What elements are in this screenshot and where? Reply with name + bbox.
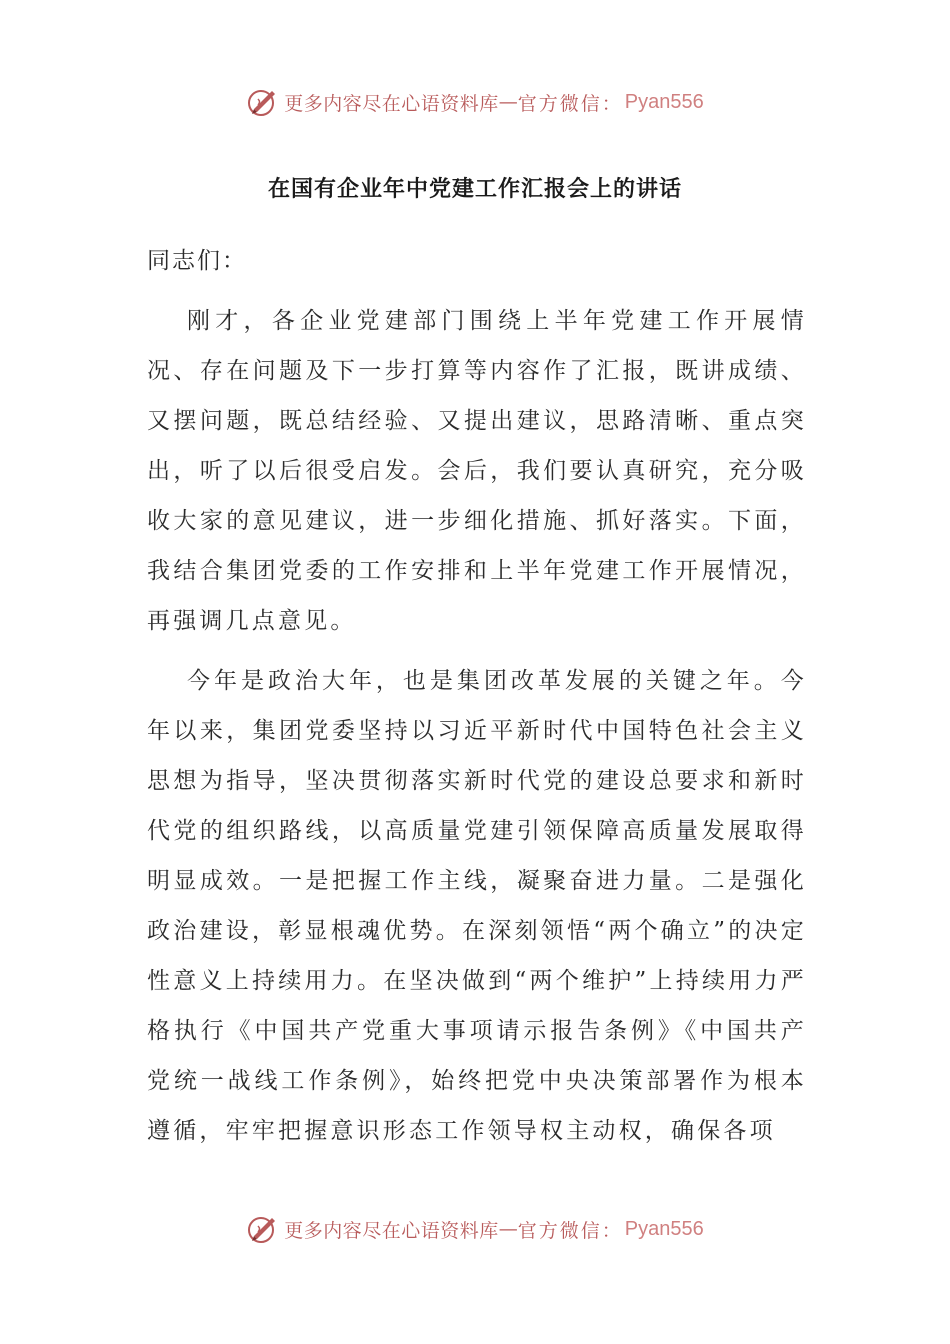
watermark-text: 更多内容尽在心语资料库 — [284, 1219, 499, 1242]
salutation: 同志们： — [147, 248, 247, 274]
watermark-wechat-label: 官方微信： — [517, 1219, 623, 1242]
watermark-text: 更多内容尽在心语资料库 — [284, 92, 499, 115]
watermark-separator: — — [498, 91, 518, 113]
watermark-wechat-id: Pyan556 — [624, 90, 704, 113]
watermark-wechat-label: 官方微信： — [517, 92, 623, 115]
footer-watermark — [0, 1209, 950, 1249]
watermark-wechat-id: Pyan556 — [624, 1217, 704, 1240]
document-title: 在国有企业年中党建工作汇报会上的讲话 — [267, 177, 682, 202]
pen-logo-icon — [246, 85, 280, 119]
pen-logo-icon — [246, 1212, 280, 1246]
document-body — [147, 236, 807, 1166]
watermark-separator: — — [498, 1218, 518, 1240]
paragraph-2: 今年是政治大年，也是集团改革发展的关键之年。今年以来，集团党委坚持以习近平新时代中国特色社会主义思想为指导，坚决贯彻落实新时代党的建设总要求和新时代党的组织路线，以高质量党建引领保障高质量发展取得明显成效。一是把握工作主线，凝聚奋进力量。二是强化政治建设，彰显根魂优势。在深刻领悟“两个确立”的决定性意义上持续用力。在坚决做到“两个维护”上持续用力严格执行《中国共产党重大事项请示报告条例》《中国共产党统一战线工作条例》，始终把党中央决策部署作为根本遵循，牢牢把握意识形态工作领导权主动权，确保各项 — [147, 668, 807, 1144]
paragraph-1: 刚才，各企业党建部门围绕上半年党建工作开展情况、存在问题及下一步打算等内容作了汇报，既讲成绩、又摆问题，既总结经验、又提出建议，思路清晰、重点突出，听了以后很受启发。会后，我们要认真研究，充分吸收大家的意见建议，进一步细化措施、抓好落实。下面，我结合集团党委的工作安排和上半年党建工作开展情况，再强调几点意见。 — [147, 308, 807, 634]
header-watermark — [0, 82, 950, 122]
